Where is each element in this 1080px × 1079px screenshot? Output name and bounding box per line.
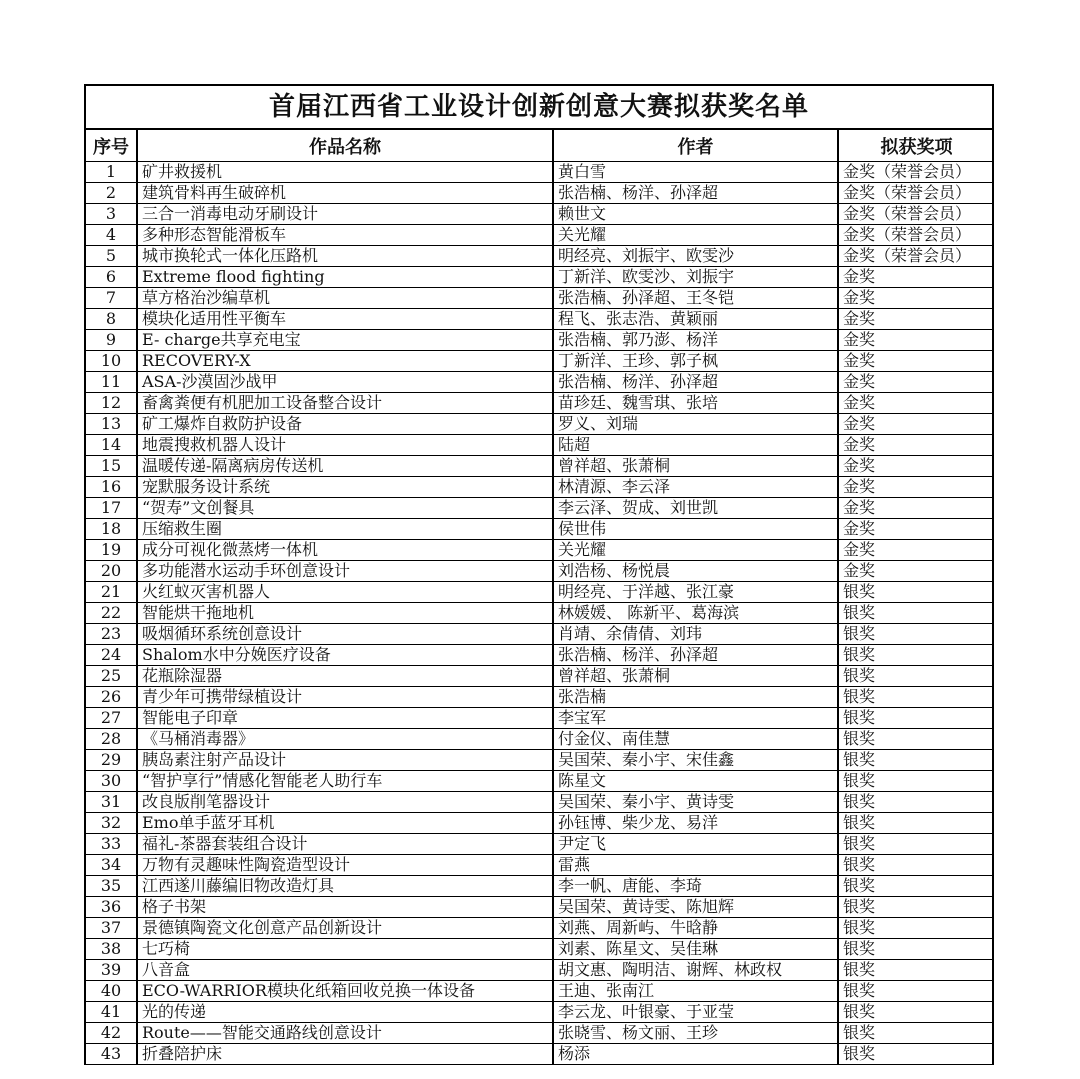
cell-work-name: Emo单手蓝牙耳机 [137, 813, 553, 834]
cell-award: 金奖 [838, 372, 994, 393]
cell-work-name: ASA-沙漠固沙战甲 [137, 372, 553, 393]
cell-work-name: 矿井救援机 [137, 162, 553, 183]
cell-work-name: 《马桶消毒器》 [137, 729, 553, 750]
cell-author: 关光耀 [553, 540, 838, 561]
table-row [86, 939, 994, 960]
cell-index: 28 [86, 729, 137, 750]
cell-work-name: 宠默服务设计系统 [137, 477, 553, 498]
cell-author: 胡文惠、陶明洁、谢辉、林政权 [553, 960, 838, 981]
cell-author: 尹定飞 [553, 834, 838, 855]
cell-index: 34 [86, 855, 137, 876]
table-row [86, 666, 994, 687]
table-row [86, 918, 994, 939]
cell-index: 26 [86, 687, 137, 708]
cell-award: 银奖 [838, 582, 994, 603]
cell-award: 金奖 [838, 309, 994, 330]
header-author: 作者 [553, 130, 838, 162]
cell-work-name: Route——智能交通路线创意设计 [137, 1023, 553, 1044]
cell-work-name: 矿工爆炸自救防护设备 [137, 414, 553, 435]
cell-author: 付金仪、南佳慧 [553, 729, 838, 750]
cell-award: 金奖（荣誉会员） [838, 183, 994, 204]
table-row [86, 708, 994, 729]
table-row [86, 855, 994, 876]
cell-author: 张浩楠、杨洋、孙泽超 [553, 645, 838, 666]
table-header-row [86, 130, 994, 162]
table-row [86, 267, 994, 288]
cell-work-name: 智能电子印章 [137, 708, 553, 729]
cell-work-name: 成分可视化微蒸烤一体机 [137, 540, 553, 561]
cell-index: 36 [86, 897, 137, 918]
cell-index: 25 [86, 666, 137, 687]
cell-index: 42 [86, 1023, 137, 1044]
table-row [86, 540, 994, 561]
cell-award: 银奖 [838, 918, 994, 939]
cell-index: 40 [86, 981, 137, 1002]
cell-index: 15 [86, 456, 137, 477]
cell-work-name: 火红蚁灭害机器人 [137, 582, 553, 603]
cell-work-name: 多种形态智能滑板车 [137, 225, 553, 246]
cell-index: 41 [86, 1002, 137, 1023]
header-index: 序号 [86, 130, 137, 162]
cell-author: 张晓雪、杨文丽、王珍 [553, 1023, 838, 1044]
cell-index: 5 [86, 246, 137, 267]
cell-index: 16 [86, 477, 137, 498]
table-row [86, 792, 994, 813]
cell-award: 金奖（荣誉会员） [838, 204, 994, 225]
cell-work-name: 改良版削笔器设计 [137, 792, 553, 813]
cell-award: 银奖 [838, 708, 994, 729]
cell-author: 林媛媛、 陈新平、葛海滨 [553, 603, 838, 624]
cell-author: 曾祥超、张萧桐 [553, 666, 838, 687]
cell-award: 银奖 [838, 792, 994, 813]
table-row [86, 351, 994, 372]
cell-work-name: 智能烘干拖地机 [137, 603, 553, 624]
cell-author: 王迪、张南江 [553, 981, 838, 1002]
cell-author: 李一帆、唐能、李琦 [553, 876, 838, 897]
cell-index: 23 [86, 624, 137, 645]
cell-author: 李云泽、贺成、刘世凯 [553, 498, 838, 519]
cell-work-name: 福礼-茶器套装组合设计 [137, 834, 553, 855]
cell-author: 张浩楠、孙泽超、王冬铠 [553, 288, 838, 309]
award-table [86, 130, 994, 1065]
cell-work-name: 城市换轮式一体化压路机 [137, 246, 553, 267]
cell-award: 银奖 [838, 1023, 994, 1044]
cell-author: 黄白雪 [553, 162, 838, 183]
cell-work-name: RECOVERY-X [137, 351, 553, 372]
cell-work-name: 胰岛素注射产品设计 [137, 750, 553, 771]
table-row [86, 393, 994, 414]
table-row [86, 225, 994, 246]
cell-award: 金奖 [838, 288, 994, 309]
cell-index: 33 [86, 834, 137, 855]
cell-work-name: Shalom水中分娩医疗设备 [137, 645, 553, 666]
cell-author: 雷燕 [553, 855, 838, 876]
cell-index: 7 [86, 288, 137, 309]
cell-award: 金奖 [838, 414, 994, 435]
cell-award: 银奖 [838, 960, 994, 981]
cell-work-name: E- charge共享充电宝 [137, 330, 553, 351]
cell-author: 罗义、刘瑞 [553, 414, 838, 435]
cell-index: 1 [86, 162, 137, 183]
cell-author: 张浩楠、郭乃澎、杨洋 [553, 330, 838, 351]
cell-index: 31 [86, 792, 137, 813]
table-row [86, 288, 994, 309]
cell-author: 林清源、李云泽 [553, 477, 838, 498]
cell-award: 金奖（荣誉会员） [838, 225, 994, 246]
cell-index: 19 [86, 540, 137, 561]
cell-work-name: “贺寿”文创餐具 [137, 498, 553, 519]
cell-award: 金奖 [838, 435, 994, 456]
cell-author: 曾祥超、张萧桐 [553, 456, 838, 477]
cell-index: 9 [86, 330, 137, 351]
cell-index: 37 [86, 918, 137, 939]
table-row [86, 981, 994, 1002]
cell-author: 李宝军 [553, 708, 838, 729]
table-row [86, 1023, 994, 1044]
cell-author: 刘浩杨、杨悦晨 [553, 561, 838, 582]
cell-work-name: 吸烟循环系统创意设计 [137, 624, 553, 645]
cell-work-name: 地震搜救机器人设计 [137, 435, 553, 456]
cell-work-name: 八音盒 [137, 960, 553, 981]
cell-work-name: 江西遂川藤编旧物改造灯具 [137, 876, 553, 897]
cell-index: 18 [86, 519, 137, 540]
table-row [86, 435, 994, 456]
cell-award: 银奖 [838, 645, 994, 666]
table-row [86, 498, 994, 519]
cell-index: 17 [86, 498, 137, 519]
cell-index: 2 [86, 183, 137, 204]
table-row [86, 897, 994, 918]
cell-index: 39 [86, 960, 137, 981]
table-row [86, 477, 994, 498]
table-row [86, 813, 994, 834]
cell-author: 明经亮、于洋越、张江豪 [553, 582, 838, 603]
cell-award: 银奖 [838, 666, 994, 687]
table-row [86, 582, 994, 603]
cell-author: 张浩楠、杨洋、孙泽超 [553, 372, 838, 393]
cell-work-name: 模块化适用性平衡车 [137, 309, 553, 330]
cell-index: 30 [86, 771, 137, 792]
page-title: 首届江西省工业设计创新创意大赛拟获奖名单 [86, 86, 992, 130]
cell-work-name: 压缩救生圈 [137, 519, 553, 540]
cell-author: 陆超 [553, 435, 838, 456]
cell-work-name: ECO-WARRIOR模块化纸箱回收兑换一体设备 [137, 981, 553, 1002]
cell-award: 银奖 [838, 813, 994, 834]
cell-work-name: 花瓶除湿器 [137, 666, 553, 687]
cell-author: 刘燕、周新屿、牛晗静 [553, 918, 838, 939]
table-row [86, 1044, 994, 1065]
cell-award: 银奖 [838, 897, 994, 918]
cell-author: 关光耀 [553, 225, 838, 246]
cell-award: 银奖 [838, 876, 994, 897]
cell-work-name: 草方格治沙编草机 [137, 288, 553, 309]
cell-index: 32 [86, 813, 137, 834]
cell-work-name: 万物有灵趣味性陶瓷造型设计 [137, 855, 553, 876]
cell-index: 29 [86, 750, 137, 771]
table-row [86, 183, 994, 204]
cell-award: 银奖 [838, 1002, 994, 1023]
cell-author: 苗珍廷、魏雪琪、张培 [553, 393, 838, 414]
table-row [86, 603, 994, 624]
cell-author: 张浩楠 [553, 687, 838, 708]
cell-award: 银奖 [838, 687, 994, 708]
table-row [86, 456, 994, 477]
cell-award: 金奖 [838, 519, 994, 540]
cell-index: 35 [86, 876, 137, 897]
table-row [86, 414, 994, 435]
cell-award: 银奖 [838, 834, 994, 855]
cell-award: 银奖 [838, 750, 994, 771]
cell-index: 22 [86, 603, 137, 624]
cell-award: 银奖 [838, 771, 994, 792]
cell-index: 38 [86, 939, 137, 960]
cell-index: 6 [86, 267, 137, 288]
cell-award: 金奖 [838, 393, 994, 414]
cell-work-name: 光的传递 [137, 1002, 553, 1023]
table-row [86, 309, 994, 330]
cell-award: 金奖 [838, 561, 994, 582]
cell-index: 13 [86, 414, 137, 435]
cell-award: 金奖 [838, 351, 994, 372]
table-row [86, 162, 994, 183]
cell-author: 赖世文 [553, 204, 838, 225]
cell-award: 银奖 [838, 981, 994, 1002]
table-row [86, 771, 994, 792]
cell-work-name: 多功能潜水运动手环创意设计 [137, 561, 553, 582]
table-row [86, 729, 994, 750]
cell-work-name: 折叠陪护床 [137, 1044, 553, 1065]
table-row [86, 624, 994, 645]
header-work-name: 作品名称 [137, 130, 553, 162]
cell-work-name: 温暖传递-隔离病房传送机 [137, 456, 553, 477]
cell-author: 吴国荣、秦小宇、宋佳鑫 [553, 750, 838, 771]
table-row [86, 750, 994, 771]
cell-index: 8 [86, 309, 137, 330]
table-row [86, 1002, 994, 1023]
table-row [86, 246, 994, 267]
cell-award: 银奖 [838, 603, 994, 624]
cell-author: 杨添 [553, 1044, 838, 1065]
cell-index: 27 [86, 708, 137, 729]
table-row [86, 330, 994, 351]
cell-author: 陈星文 [553, 771, 838, 792]
cell-work-name: 景德镇陶瓷文化创意产品创新设计 [137, 918, 553, 939]
cell-author: 吴国荣、秦小宇、黄诗雯 [553, 792, 838, 813]
cell-work-name: “智护享行”情感化智能老人助行车 [137, 771, 553, 792]
cell-award: 金奖 [838, 477, 994, 498]
cell-work-name: 三合一消毒电动牙刷设计 [137, 204, 553, 225]
cell-award: 金奖（荣誉会员） [838, 162, 994, 183]
table-row [86, 204, 994, 225]
cell-author: 明经亮、刘振宇、欧雯沙 [553, 246, 838, 267]
cell-author: 肖靖、余倩倩、刘玮 [553, 624, 838, 645]
cell-award: 银奖 [838, 855, 994, 876]
cell-author: 张浩楠、杨洋、孙泽超 [553, 183, 838, 204]
cell-index: 4 [86, 225, 137, 246]
cell-award: 银奖 [838, 624, 994, 645]
cell-award: 金奖 [838, 267, 994, 288]
cell-award: 金奖 [838, 330, 994, 351]
table-row [86, 876, 994, 897]
award-list-sheet [84, 84, 994, 1065]
cell-work-name: 畜禽粪便有机肥加工设备整合设计 [137, 393, 553, 414]
cell-author: 李云龙、叶银豪、于亚莹 [553, 1002, 838, 1023]
cell-award: 金奖 [838, 456, 994, 477]
table-row [86, 561, 994, 582]
cell-author: 侯世伟 [553, 519, 838, 540]
cell-index: 21 [86, 582, 137, 603]
table-row [86, 519, 994, 540]
cell-work-name: 青少年可携带绿植设计 [137, 687, 553, 708]
cell-index: 20 [86, 561, 137, 582]
cell-award: 金奖（荣誉会员） [838, 246, 994, 267]
header-award: 拟获奖项 [838, 130, 994, 162]
table-row [86, 645, 994, 666]
cell-index: 14 [86, 435, 137, 456]
cell-index: 10 [86, 351, 137, 372]
cell-index: 11 [86, 372, 137, 393]
cell-award: 银奖 [838, 939, 994, 960]
cell-index: 43 [86, 1044, 137, 1065]
cell-index: 12 [86, 393, 137, 414]
cell-index: 3 [86, 204, 137, 225]
cell-award: 银奖 [838, 1044, 994, 1065]
cell-award: 银奖 [838, 729, 994, 750]
cell-author: 程飞、张志浩、黄颖丽 [553, 309, 838, 330]
cell-author: 丁新洋、欧雯沙、刘振宇 [553, 267, 838, 288]
cell-work-name: 格子书架 [137, 897, 553, 918]
cell-author: 刘素、陈星文、吴佳琳 [553, 939, 838, 960]
cell-work-name: 七巧椅 [137, 939, 553, 960]
cell-award: 金奖 [838, 540, 994, 561]
cell-author: 孙钰博、柴少龙、易洋 [553, 813, 838, 834]
cell-work-name: Extreme flood fighting [137, 267, 553, 288]
cell-author: 丁新洋、王珍、郭子枫 [553, 351, 838, 372]
table-row [86, 372, 994, 393]
cell-work-name: 建筑骨料再生破碎机 [137, 183, 553, 204]
table-row [86, 834, 994, 855]
cell-author: 吴国荣、黄诗雯、陈旭辉 [553, 897, 838, 918]
cell-index: 24 [86, 645, 137, 666]
cell-award: 金奖 [838, 498, 994, 519]
table-row [86, 687, 994, 708]
table-row [86, 960, 994, 981]
